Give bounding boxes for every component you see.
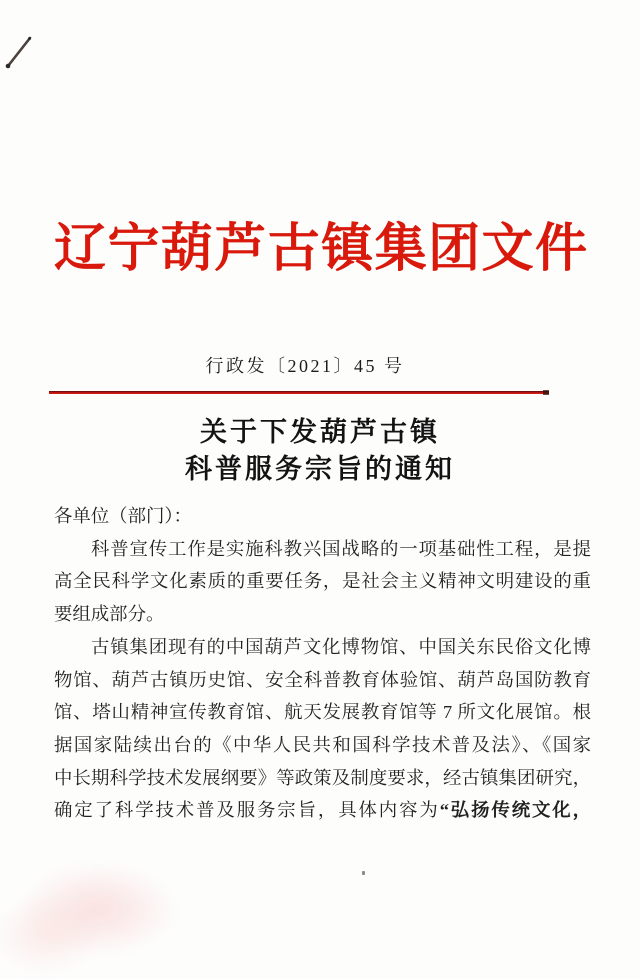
body-text	[54, 500, 591, 827]
body-line	[54, 598, 591, 631]
doc-number: 行政发〔2021〕45 号	[205, 356, 405, 376]
pen-mark-icon	[0, 0, 60, 90]
body-line	[54, 794, 591, 827]
notice-title-line1: 关于下发葫芦古镇	[200, 417, 440, 447]
scan-smudge	[0, 895, 100, 975]
notice-title-line2: 科普服务宗旨的通知	[185, 454, 455, 484]
body-line	[54, 533, 591, 566]
scan-smudge	[18, 862, 178, 957]
body-line	[54, 762, 591, 795]
red-separator-line	[49, 391, 549, 394]
body-line	[54, 631, 591, 664]
body-line	[54, 664, 591, 697]
body-text-segment: 要组成部分。	[54, 604, 165, 625]
body-text-segment: 确定了科学技术普及服务宗旨，具体内容为	[54, 800, 440, 821]
body-text-segment: 各单位（部门）：	[54, 506, 192, 526]
body-text-segment: 高全民科学文化素质的重要任务，是社会主义精神文明建设的重	[54, 571, 591, 592]
body-text-segment: 中长期科学技术发展纲要》等政策及制度要求，经古镇集团研究，	[54, 767, 591, 788]
body-text-segment: 馆、塔山精神宣传教育馆、航天发展教育馆等 7 所文化展馆。根	[54, 702, 591, 723]
body-line	[54, 729, 591, 762]
body-line	[54, 696, 591, 729]
banner-title: 辽宁葫芦古镇集团文件	[54, 221, 587, 278]
body-text-segment: 据国家陆续出台的《中华人民共和国科学技术普及法》、《国家	[54, 734, 591, 755]
body-text-bold-segment: “弘扬传统文化，	[439, 800, 591, 821]
notice-title	[0, 414, 640, 488]
scan-speck	[362, 871, 365, 875]
body-text-segment: 古镇集团现有的中国葫芦文化博物馆、中国关东民俗文化博	[91, 636, 591, 657]
body-line	[54, 565, 591, 598]
body-text-segment: 物馆、葫芦古镇历史馆、安全科普教育体验馆、葫芦岛国防教育	[54, 669, 591, 690]
body-text-segment: 科普宣传工作是实施科教兴国战略的一项基础性工程，是提	[91, 538, 591, 559]
body-line	[54, 500, 591, 533]
